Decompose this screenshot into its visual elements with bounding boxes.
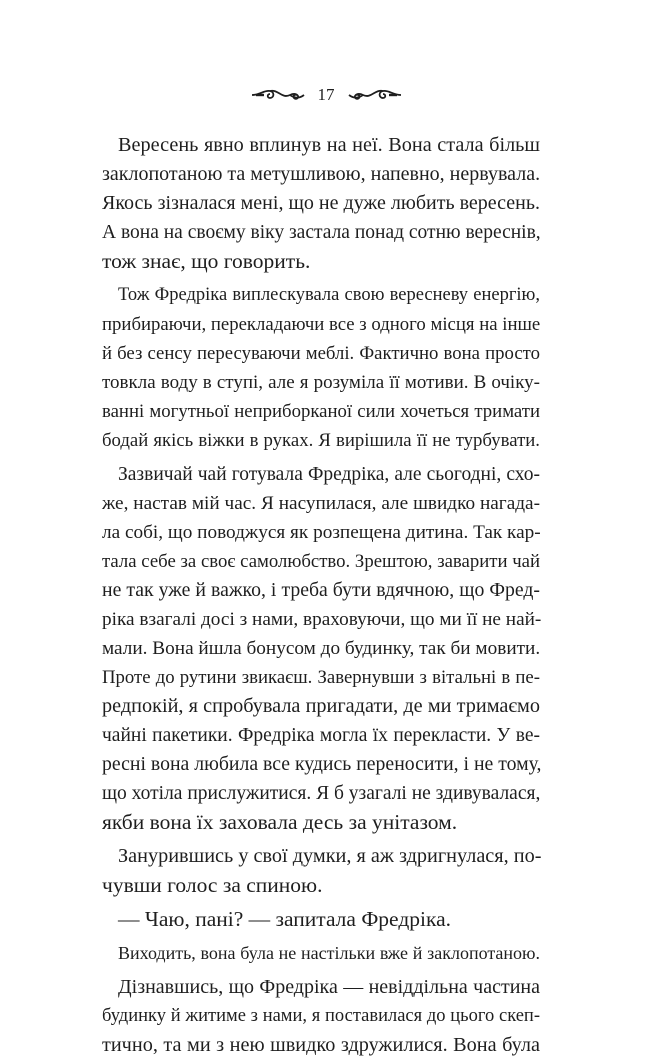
- text-line: якби вона їх заховала десь за унітазом.: [102, 810, 458, 834]
- page-number: 17: [317, 85, 335, 104]
- text-line: мали. Вона йшла бонусом до будинку, так би мовити.: [102, 638, 541, 659]
- text-line: Вересень явно вплинув на неї. Вона стала більш: [118, 134, 540, 156]
- paragraph: [102, 460, 540, 837]
- text-line: будинку й житиме з нами, я поставилася до цього скеп-: [102, 1006, 540, 1026]
- text-line: тично, та ми з нею швидко здружилися. Вона була: [102, 1034, 540, 1056]
- text-line: прибираючи, перекладаючи все з одного місця на інше: [102, 314, 541, 335]
- text-line: ресні вона любила все кудись переносити, і не тому,: [102, 753, 542, 775]
- text-line: Дізнавшись, що Фредріка — невіддільна частина: [118, 976, 540, 998]
- text-line: й без сенсу пересуваючи меблі. Фактично вона просто: [102, 343, 540, 364]
- body-text: [102, 131, 540, 1060]
- paragraph: [102, 973, 540, 1060]
- page-header: [0, 82, 652, 108]
- text-line: А вона на своєму віку застала понад сотню вереснів,: [102, 222, 541, 243]
- paragraph: [102, 905, 540, 934]
- paragraph: [102, 281, 540, 455]
- text-line: чайні пакетики. Фредріка могла їх перекласти. У ве-: [102, 725, 540, 746]
- paragraph: [102, 131, 540, 276]
- text-line: тала себе за своє самолюбство. Зрештою, заварити чай: [102, 551, 540, 572]
- text-line: же, настав мій час. Я насупилася, але швидко нагада-: [102, 493, 540, 514]
- right-ornament-icon: [347, 86, 403, 104]
- text-line: тож знає, що говорить.: [102, 249, 311, 273]
- text-line: ла собі, що поводжуся як розпещена дитина. Так кар-: [102, 522, 541, 543]
- text-line: Занурившись у свої думки, я аж здригнулася, по-: [118, 845, 542, 867]
- text-line: ванні могутньої неприборканої сили хочеться тримати: [102, 401, 540, 422]
- text-line: Зазвичай чай готувала Фредріка, але сьогодні, схо-: [118, 464, 540, 485]
- text-line: чувши голос за спиною.: [102, 873, 323, 897]
- text-line: Тож Фредріка виплескувала свою вересневу енергію,: [118, 285, 540, 305]
- text-line: Проте до рутини звикаєш. Завернувши з вітальні в пе-: [102, 667, 540, 688]
- paragraph: [102, 939, 540, 968]
- text-line: Якось зізналася мені, що не дуже любить вересень.: [102, 192, 540, 214]
- text-line: товкла воду в ступі, але я розуміла її мотиви. В очіку-: [102, 372, 540, 393]
- text-line: редпокій, я спробувала пригадати, де ми тримаємо: [102, 695, 540, 717]
- text-line: ріка взагалі досі з нами, враховуючи, що ми її не най-: [102, 609, 542, 630]
- left-ornament-icon: [250, 86, 306, 104]
- text-line: — Чаю, пані? — запитала Фредріка.: [118, 907, 452, 931]
- text-line: Виходить, вона була не настільки вже й заклопотаною.: [118, 943, 540, 963]
- text-line: не так уже й важко, і треба бути вдячною, що Фред-: [102, 579, 540, 601]
- text-line: бодай якісь віжки в руках. Я вирішила її не турбувати.: [102, 430, 540, 451]
- text-line: що хотіла прислужитися. Я б узагалі не здивувалася,: [102, 783, 541, 804]
- paragraph: [102, 842, 540, 900]
- text-line: заклопотаною та метушливою, напевно, нервувала.: [102, 163, 541, 185]
